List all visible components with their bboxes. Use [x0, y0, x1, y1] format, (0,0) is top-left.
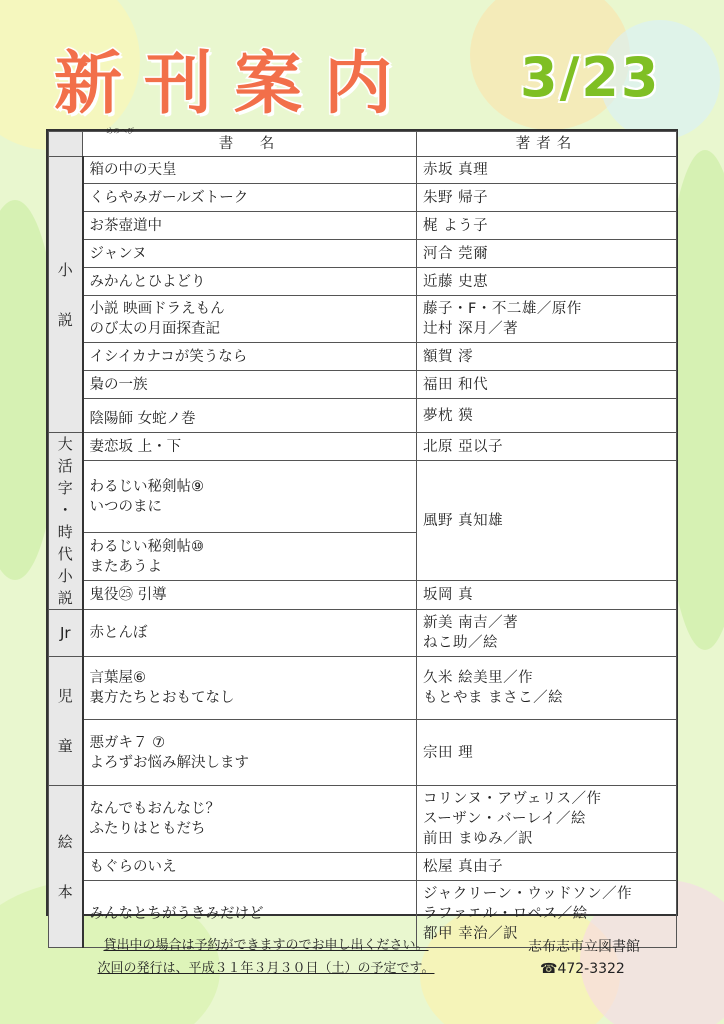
- book-title-cell: [83, 461, 417, 533]
- table-row: [49, 371, 677, 399]
- library-info: [528, 936, 640, 980]
- author-cell: [417, 720, 677, 786]
- book-title-cell: [83, 296, 417, 343]
- book-title-cell: [83, 853, 417, 881]
- author-cell: [417, 433, 677, 461]
- book-title-cell: [83, 343, 417, 371]
- book-title-cell: [83, 433, 417, 461]
- table-row: [49, 399, 677, 433]
- book-title-line: 赤とんぼ: [89, 625, 148, 641]
- author-cell: [417, 240, 677, 268]
- author-line: 額賀 澪: [423, 348, 474, 365]
- category-cell: 児 童: [49, 657, 83, 786]
- category-cell: 絵 本: [49, 786, 83, 948]
- notice: [56, 934, 476, 980]
- column-header-title: 書 名: [83, 132, 417, 157]
- book-title-line: 箱の中の天皇: [89, 162, 177, 178]
- book-title-line: ふたりはともだち: [89, 821, 206, 837]
- book-title-line: わるじい秘剣帖⑩: [89, 538, 204, 555]
- author-line: ねこ助／絵: [423, 635, 498, 651]
- author-cell: [417, 853, 677, 881]
- author-cell: [417, 157, 677, 184]
- author-line: ラファエル・ロペス／絵: [423, 906, 588, 922]
- author-line: 近藤 史恵: [423, 273, 489, 290]
- book-title-line: いつのまに: [89, 498, 162, 515]
- book-title-cell: [83, 157, 417, 184]
- author-line: 藤子・F・不二雄／原作: [423, 301, 582, 317]
- book-title-line: 梟の一族: [89, 376, 148, 393]
- table-row: [49, 786, 677, 853]
- table-row: [49, 461, 677, 533]
- author-line: もとやま まさこ／絵: [423, 690, 564, 707]
- table-row: [49, 157, 677, 184]
- book-title-line: 裏方たちとおもてなし: [89, 690, 235, 707]
- book-title-line: お茶壺道中: [89, 217, 162, 234]
- book-title-cell: [83, 212, 417, 240]
- book-title-line: もぐらのいえ: [89, 858, 177, 875]
- book-title-line: 言葉屋⑥: [89, 670, 146, 687]
- table-row: [49, 720, 677, 786]
- author-line: 赤坂 真理: [423, 162, 489, 178]
- book-title-line: 妻恋坂 上・下: [89, 438, 182, 455]
- author-line: 松屋 真由子: [423, 858, 504, 875]
- author-cell: [417, 399, 677, 433]
- new-books-table: [46, 127, 678, 942]
- header-blank-cell: [49, 132, 83, 157]
- book-title-line: みかんとひよどり: [89, 273, 206, 290]
- category-cell: 小 説: [49, 157, 83, 433]
- table-row: [49, 212, 677, 240]
- table-row: [49, 184, 677, 212]
- book-title-line: のび太の月面探査記: [89, 321, 220, 337]
- table-row: [49, 268, 677, 296]
- issue-date: 3/23: [520, 46, 661, 109]
- book-title-cell: [83, 720, 417, 786]
- table-row: [49, 296, 677, 343]
- book-title-cell: [83, 268, 417, 296]
- book-title-line: 悪ガキ７ ⑦: [89, 734, 166, 751]
- author-line: 河合 莞爾: [423, 245, 489, 262]
- author-cell: [417, 610, 677, 657]
- author-line: スーザン・バーレイ／絵: [423, 811, 586, 827]
- book-title-line: 陰陽師 女蛇ノ巻: [89, 410, 196, 427]
- column-header-author: 著者名: [417, 132, 677, 157]
- book-title-line: 小説 映画ドラえもん: [89, 301, 225, 317]
- table-row: [49, 581, 677, 610]
- book-title-cell: [83, 533, 417, 581]
- book-title-cell: [83, 371, 417, 399]
- author-line: 北原 亞以子: [423, 438, 504, 455]
- author-cell: [417, 296, 677, 343]
- author-line: 久米 絵美里／作: [423, 670, 534, 687]
- category-cell: 大 活 字 ・ 時 代 小 説: [49, 433, 83, 610]
- author-cell: [417, 371, 677, 399]
- table-row: [49, 657, 677, 720]
- table-row: [49, 610, 677, 657]
- ruby-reading: めのへび: [106, 127, 134, 135]
- author-line: 梶 よう子: [423, 217, 489, 234]
- author-line: 都甲 幸治／訳: [423, 926, 519, 942]
- book-title-line: みんなとちがうきみだけど: [89, 906, 264, 922]
- book-title-line: なんでもおんなじ？: [89, 801, 220, 817]
- author-cell: [417, 343, 677, 371]
- book-title-cell: [83, 240, 417, 268]
- author-cell: [417, 268, 677, 296]
- library-name: 志布志市立図書館: [528, 939, 640, 955]
- author-line: 前田 まゆみ／訳: [423, 831, 534, 847]
- author-line: 辻村 深月／著: [423, 321, 519, 337]
- table-row: [49, 240, 677, 268]
- author-line: 新美 南吉／著: [423, 615, 519, 631]
- book-title-line: よろずお悩み解決します: [89, 754, 249, 771]
- library-phone: ☎472-3322: [540, 961, 625, 977]
- book-title-line: 鬼役㉕ 引導: [89, 587, 167, 603]
- book-title-cell: [83, 184, 417, 212]
- author-line: ジャクリーン・ウッドソン／作: [423, 886, 633, 902]
- notice-line: 貸出中の場合は予約ができますのでお申し出ください。: [103, 938, 429, 953]
- author-cell: [417, 786, 677, 853]
- table-row: [49, 433, 677, 461]
- book-title-line: わるじい秘剣帖⑨: [89, 478, 204, 495]
- book-title-line: またあうよ: [89, 558, 162, 575]
- book-title-cell: [83, 581, 417, 610]
- author-cell: [417, 657, 677, 720]
- table-row: [49, 853, 677, 881]
- author-line: 朱野 帰子: [423, 189, 489, 206]
- notice-line: 次回の発行は、平成３１年３月３０日（土）の予定です。: [97, 961, 435, 976]
- book-title-cell: [83, 657, 417, 720]
- book-title-line: ジャンヌ: [89, 245, 147, 262]
- page-title: 新刊案内: [54, 45, 415, 124]
- book-title-line: イシイカナコが笑うなら: [89, 348, 248, 365]
- book-title-cell: [83, 610, 417, 657]
- book-title-cell: [83, 786, 417, 853]
- table-row: [49, 343, 677, 371]
- author-line: 風野 真知雄: [423, 512, 504, 529]
- author-line: 福田 和代: [423, 376, 489, 393]
- author-cell: [417, 461, 677, 581]
- author-cell: [417, 581, 677, 610]
- author-line: 夢枕 獏: [423, 407, 474, 424]
- book-title-line: くらやみガールズトーク: [89, 189, 249, 206]
- author-line: 坂岡 真: [423, 587, 474, 603]
- author-cell: [417, 184, 677, 212]
- author-line: 宗田 理: [423, 744, 474, 761]
- author-line: コリンヌ・アヴェリス／作: [423, 791, 602, 807]
- author-cell: [417, 212, 677, 240]
- category-cell: Jr: [49, 610, 83, 657]
